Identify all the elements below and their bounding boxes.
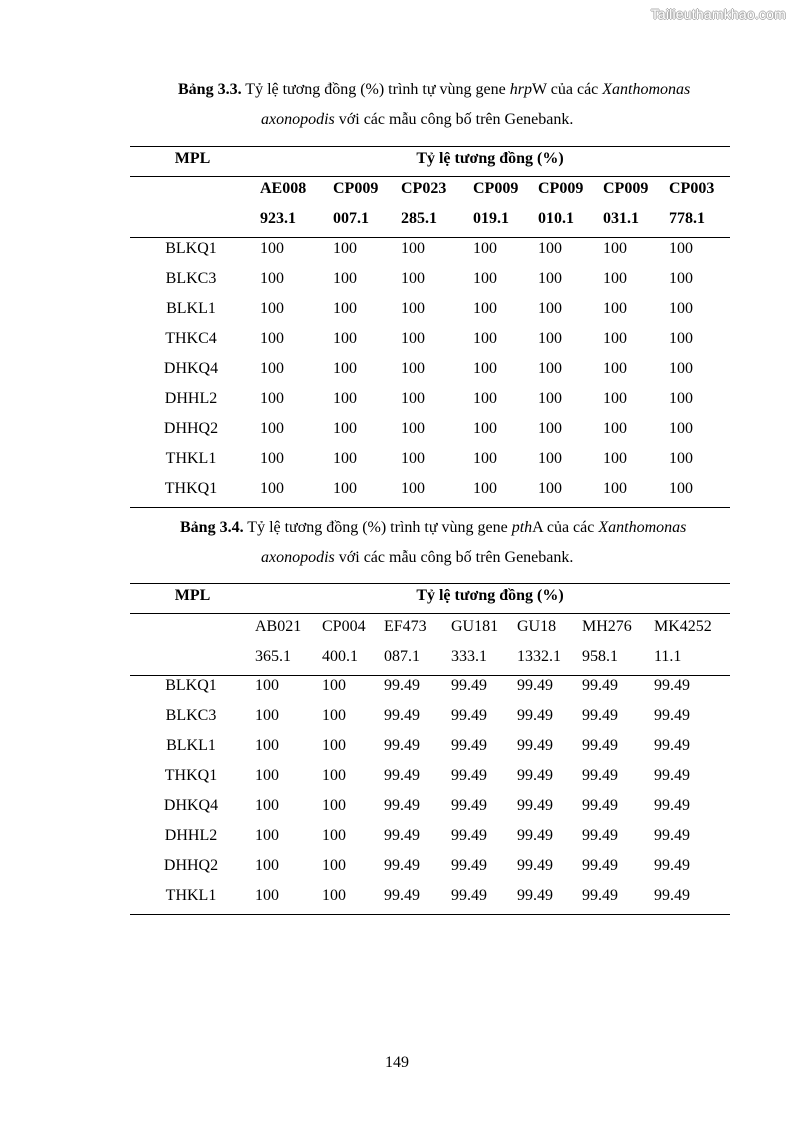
- table2-cell: 99.49: [517, 887, 553, 904]
- table1-cell: 100: [333, 450, 357, 467]
- table1-cell: 100: [333, 480, 357, 497]
- table2-cell: 100: [322, 857, 346, 874]
- table1-cell: 100: [260, 480, 284, 497]
- table1-cell: 100: [669, 480, 693, 497]
- table1-cell: 100: [260, 300, 284, 317]
- table1-cell: 100: [603, 330, 627, 347]
- table1-cell: 100: [260, 390, 284, 407]
- table2-cell: 100: [322, 797, 346, 814]
- table1-cell: 100: [473, 480, 497, 497]
- table1-group-header: Tỷ lệ tương đồng (%): [416, 150, 564, 167]
- table1-row-label: THKQ1: [164, 480, 218, 497]
- table1-cell: 100: [669, 330, 693, 347]
- table2-cell: 99.49: [451, 887, 487, 904]
- table1-col-header-l1: CP009: [333, 180, 379, 197]
- table2-cell: 99.49: [654, 767, 690, 784]
- table1-cell: 100: [260, 330, 284, 347]
- table2-row-label: DHKQ4: [163, 797, 219, 814]
- table2-cell: 99.49: [451, 677, 487, 694]
- table2-group-header: Tỷ lệ tương đồng (%): [416, 587, 564, 604]
- table2-cell: 100: [322, 827, 346, 844]
- table2-row-label: BLKC3: [165, 707, 217, 724]
- table1-cell: 100: [473, 300, 497, 317]
- table1-row-label: THKL1: [165, 450, 217, 467]
- table1-col-header-l1: CP009: [538, 180, 584, 197]
- table2-cell: 100: [255, 677, 279, 694]
- table1-cell: 100: [538, 270, 562, 287]
- table2-cell: 99.49: [654, 827, 690, 844]
- table2-bottom-rule: [130, 914, 730, 915]
- table1-cell: 100: [333, 390, 357, 407]
- table1-cell: 100: [260, 420, 284, 437]
- table2-row-label: BLKL1: [166, 737, 216, 754]
- table1-cell: 100: [538, 420, 562, 437]
- table1-col-header-l2: 285.1: [401, 210, 437, 227]
- table1-cell: 100: [603, 450, 627, 467]
- table1-cell: 100: [333, 330, 357, 347]
- table2-col-header-l1: AB021: [255, 618, 302, 635]
- table1-cell: 100: [473, 330, 497, 347]
- table2-cell: 99.49: [582, 797, 618, 814]
- table2-cell: 99.49: [384, 707, 420, 724]
- table2-row-label: DHHL2: [164, 827, 218, 844]
- table1-row-label: DHHQ2: [163, 420, 219, 437]
- table1-cell: 100: [473, 240, 497, 257]
- table2-cell: 100: [322, 887, 346, 904]
- table1-col-header-l2: 778.1: [669, 210, 705, 227]
- table2-cell: 99.49: [582, 767, 618, 784]
- table1-row-label: DHHL2: [164, 390, 218, 407]
- table1-cell: 100: [401, 390, 425, 407]
- table1-col-header-l2: 010.1: [538, 210, 574, 227]
- table2-row-label: DHHQ2: [163, 857, 219, 874]
- table1-col-header-l1: AE008: [260, 180, 307, 197]
- table1-cell: 100: [669, 450, 693, 467]
- table1-cell: 100: [401, 480, 425, 497]
- table2-cell: 100: [255, 767, 279, 784]
- table1-caption: Bảng 3.3. Tỷ lệ tương đồng (%) trình tự vùng gene hrpW của các Xanthomonas axonopodis với các mẫu công bố trên Genebank.: [178, 81, 691, 128]
- table2-cell: 100: [255, 827, 279, 844]
- table1-cell: 100: [333, 270, 357, 287]
- table2-cell: 99.49: [451, 857, 487, 874]
- table1-cell: 100: [401, 360, 425, 377]
- table1-col-header-l1: CP009: [473, 180, 519, 197]
- table1-cell: 100: [401, 330, 425, 347]
- table2-caption-label: Bảng 3.4.: [180, 519, 244, 536]
- table2-cell: 99.49: [517, 737, 553, 754]
- table1-cell: 100: [603, 360, 627, 377]
- table1-cell: 100: [538, 300, 562, 317]
- table2-cell: 99.49: [384, 827, 420, 844]
- table1-cell: 100: [669, 360, 693, 377]
- table2-col-header-l1: GU18: [517, 618, 557, 635]
- table1-col-header-l1: CP009: [603, 180, 649, 197]
- table2-cell: 99.49: [582, 677, 618, 694]
- table2-col-header-l2: 333.1: [451, 648, 487, 665]
- table2-cell: 100: [255, 797, 279, 814]
- table1-row-label: THKC4: [165, 330, 217, 347]
- table1-cell: 100: [401, 450, 425, 467]
- table1-cell: 100: [669, 390, 693, 407]
- table2-col-header-l2: 1332.1: [517, 648, 561, 665]
- table2-col-header-l1: EF473: [384, 618, 427, 635]
- table2-cell: 99.49: [517, 677, 553, 694]
- table1-cell: 100: [473, 390, 497, 407]
- table1-cell: 100: [538, 240, 562, 257]
- table1-col-header-l2: 019.1: [473, 210, 509, 227]
- table2-cell: 100: [255, 707, 279, 724]
- table1-row-label: BLKQ1: [165, 240, 217, 257]
- table2-cell: 99.49: [384, 857, 420, 874]
- table1-cell: 100: [538, 390, 562, 407]
- table2-cell: 99.49: [654, 707, 690, 724]
- table1-cell: 100: [603, 390, 627, 407]
- table2-caption: Bảng 3.4. Tỷ lệ tương đồng (%) trình tự vùng gene pthA của các Xanthomonas axonopodis với các mẫu công bố trên Genebank.: [180, 519, 687, 566]
- table2-col-header-l2: 400.1: [322, 648, 358, 665]
- table2-col-header-l1: GU181: [451, 618, 499, 635]
- table2-cell: 100: [255, 857, 279, 874]
- table2-cell: 99.49: [654, 737, 690, 754]
- table1-cell: 100: [401, 240, 425, 257]
- table1-cell: 100: [260, 270, 284, 287]
- table1-cell: 100: [603, 270, 627, 287]
- table1-cell: 100: [473, 450, 497, 467]
- table1-cell: 100: [538, 480, 562, 497]
- table2-cell: 99.49: [582, 707, 618, 724]
- table1-bottom-rule: [130, 507, 730, 508]
- table1-cell: 100: [603, 240, 627, 257]
- table2-col-header-l2: 365.1: [255, 648, 291, 665]
- table2-cell: 99.49: [384, 887, 420, 904]
- table2-col-header-l2: 087.1: [384, 648, 420, 665]
- table2-cell: 100: [255, 887, 279, 904]
- table2-cell: 99.49: [517, 767, 553, 784]
- table1-cell: 100: [260, 450, 284, 467]
- page-number: 149: [385, 1054, 409, 1071]
- table2-cell: 99.49: [517, 797, 553, 814]
- table2-cell: 99.49: [451, 827, 487, 844]
- table1-cell: 100: [669, 300, 693, 317]
- table1-cell: 100: [538, 450, 562, 467]
- table2-cell: 99.49: [384, 677, 420, 694]
- table1-col-header-l2: 923.1: [260, 210, 296, 227]
- table1-cell: 100: [333, 240, 357, 257]
- table1-cell: 100: [669, 240, 693, 257]
- table1-row-label: BLKC3: [165, 270, 217, 287]
- table1-row-label: BLKL1: [166, 300, 216, 317]
- table2-row-label: THKQ1: [164, 767, 218, 784]
- table2-cell: 99.49: [582, 887, 618, 904]
- watermark: Tailieuthamkhao.com: [650, 6, 786, 22]
- table2-cell: 100: [255, 737, 279, 754]
- table2-row-label: THKL1: [165, 887, 217, 904]
- table1-cell: 100: [603, 420, 627, 437]
- table1-cell: 100: [669, 270, 693, 287]
- table2-cell: 99.49: [582, 857, 618, 874]
- table1-cell: 100: [669, 420, 693, 437]
- table1-cell: 100: [473, 420, 497, 437]
- table2-col-header-l1: CP004: [322, 618, 366, 635]
- table2-cell: 99.49: [451, 707, 487, 724]
- table2-cell: 99.49: [384, 737, 420, 754]
- table2-cell: 99.49: [582, 827, 618, 844]
- table2-col-header-l2: 958.1: [582, 648, 618, 665]
- table1-cell: 100: [401, 270, 425, 287]
- table1-cell: 100: [333, 300, 357, 317]
- table2-cell: 99.49: [582, 737, 618, 754]
- table2-cell: 99.49: [451, 737, 487, 754]
- table2-cell: 100: [322, 767, 346, 784]
- table2-cell: 100: [322, 737, 346, 754]
- table2-cell: 99.49: [384, 797, 420, 814]
- table1-cell: 100: [260, 360, 284, 377]
- table2-cell: 99.49: [517, 857, 553, 874]
- table1-caption-label: Bảng 3.3.: [178, 81, 242, 98]
- table2-cell: 99.49: [517, 827, 553, 844]
- table1-col-header-l2: 007.1: [333, 210, 369, 227]
- table2-cell: 100: [322, 677, 346, 694]
- table1-cell: 100: [333, 360, 357, 377]
- table2-cell: 99.49: [517, 707, 553, 724]
- table2-col-header-l2: 11.1: [654, 648, 682, 665]
- table2-cell: 99.49: [451, 767, 487, 784]
- table1-cell: 100: [603, 480, 627, 497]
- table2-cell: 99.49: [654, 857, 690, 874]
- table2-row-label: BLKQ1: [165, 677, 217, 694]
- table2-group-rule: [130, 613, 730, 614]
- table2-mpl-header: MPL: [174, 587, 211, 604]
- table2-cell: 99.49: [451, 797, 487, 814]
- table1-col-header-l1: CP023: [401, 180, 447, 197]
- table1-cell: 100: [473, 360, 497, 377]
- table2-cell: 99.49: [654, 797, 690, 814]
- table1-cell: 100: [260, 240, 284, 257]
- table1-row-label: DHKQ4: [163, 360, 219, 377]
- table1-cell: 100: [603, 300, 627, 317]
- table2-cell: 99.49: [384, 767, 420, 784]
- table2-cell: 99.49: [654, 677, 690, 694]
- table1-cell: 100: [401, 300, 425, 317]
- table1-cell: 100: [401, 420, 425, 437]
- table1-cell: 100: [538, 360, 562, 377]
- table2-cell: 100: [322, 707, 346, 724]
- table2-col-header-l1: MH276: [582, 618, 632, 635]
- table1-cell: 100: [538, 330, 562, 347]
- table2-cell: 99.49: [654, 887, 690, 904]
- table1-mpl-header: MPL: [174, 150, 211, 167]
- table1-col-header-l1: CP003: [669, 180, 715, 197]
- table1-col-header-l2: 031.1: [603, 210, 639, 227]
- table1-cell: 100: [473, 270, 497, 287]
- table2-col-header-l1: MK4252: [654, 618, 712, 635]
- table1-cell: 100: [333, 420, 357, 437]
